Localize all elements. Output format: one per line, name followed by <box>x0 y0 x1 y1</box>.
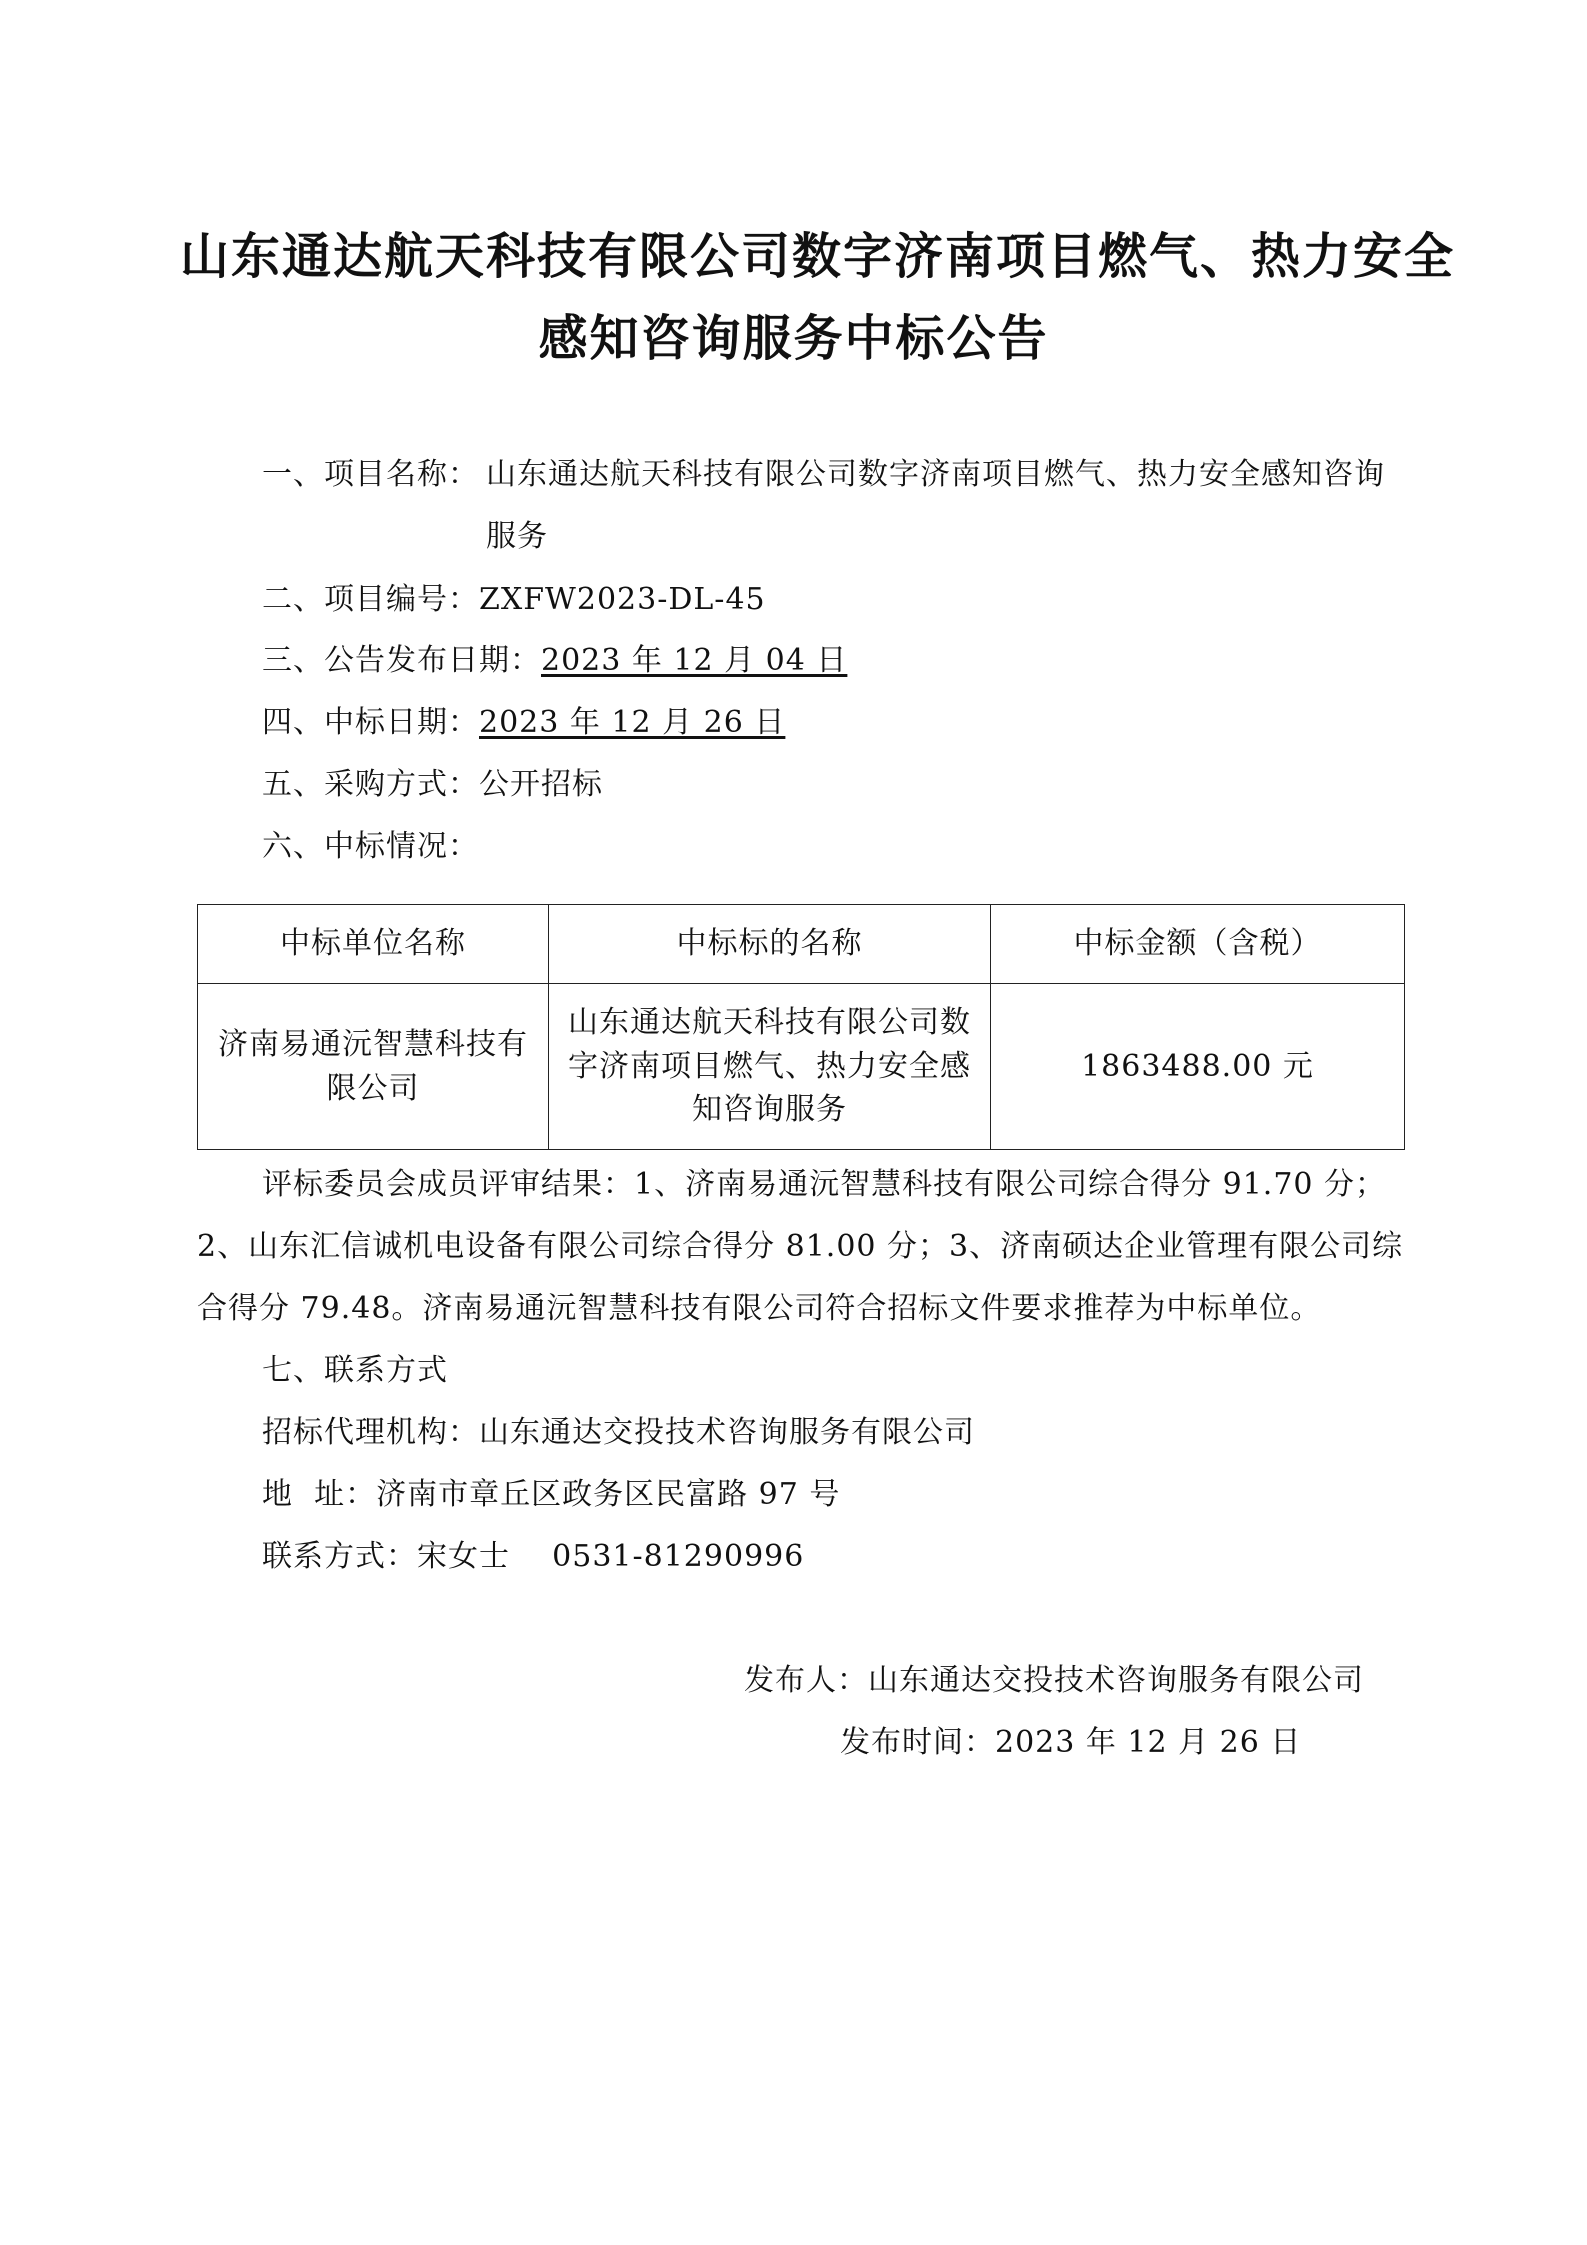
procurement-method: 公开招标 <box>479 767 603 802</box>
publish-time: 发布时间：2023 年 12 月 26 日 <box>840 1725 1302 1760</box>
agency: 招标代理机构：山东通达交投技术咨询服务有限公司 <box>262 1415 975 1450</box>
award-table <box>197 904 1405 1150</box>
header-company: 中标单位名称 <box>198 905 549 984</box>
award-date-row <box>262 705 786 740</box>
procurement-method-row <box>262 767 603 802</box>
review-line-1: 评标委员会成员评审结果：1、济南易通沅智慧科技有限公司综合得分 91.70 分； <box>262 1167 1387 1202</box>
company-line-2: 限公司 <box>326 1070 420 1106</box>
contact-heading: 七、联系方式 <box>262 1353 448 1388</box>
award-table-header <box>198 905 1405 984</box>
award-status-label: 六、中标情况： <box>262 829 479 864</box>
header-subject: 中标标的名称 <box>549 905 991 984</box>
project-name-line-2: 服务 <box>486 519 548 554</box>
company-line-1: 济南易通沅智慧科技有 <box>218 1027 528 1062</box>
subject-line-1: 山东通达航天科技有限公司数 <box>568 1005 971 1041</box>
publish-date-row <box>262 643 848 678</box>
publish-date: 2023 年 12 月 04 日 <box>541 643 848 678</box>
header-amount: 中标金额（含税） <box>991 905 1405 984</box>
title-line-1: 山东通达航天科技有限公司数字济南项目燃气、热力安全 <box>180 228 1456 285</box>
review-line-2: 2、山东汇信诚机电设备有限公司综合得分 81.00 分；3、济南硕达企业管理有限公司综 <box>197 1229 1404 1264</box>
table-row <box>198 984 1405 1150</box>
procurement-method-label: 五、采购方式： <box>262 767 479 802</box>
cell-subject <box>549 984 991 1150</box>
project-number-row <box>262 582 766 617</box>
publish-date-label: 三、公告发布日期： <box>262 643 541 678</box>
project-number: ZXFW2023-DL-45 <box>479 582 766 617</box>
subject-line-3: 知咨询服务 <box>692 1092 847 1128</box>
project-number-label: 二、项目编号： <box>262 582 479 617</box>
address: 地 址：济南市章丘区政务区民富路 97 号 <box>262 1477 841 1512</box>
contact-phone: 联系方式：宋女士 0531-81290996 <box>262 1539 805 1574</box>
project-name-line-1: 山东通达航天科技有限公司数字济南项目燃气、热力安全感知咨询 <box>486 457 1385 492</box>
title-line-2: 感知咨询服务中标公告 <box>538 310 1049 367</box>
award-date-label: 四、中标日期： <box>262 705 479 740</box>
cell-amount: 1863488.00 元 <box>991 984 1405 1150</box>
award-date: 2023 年 12 月 26 日 <box>479 705 786 740</box>
review-line-3: 合得分 79.48。济南易通沅智慧科技有限公司符合招标文件要求推荐为中标单位。 <box>197 1291 1322 1326</box>
project-name-label: 一、项目名称： <box>262 457 479 492</box>
cell-company <box>198 984 549 1150</box>
subject-line-2: 字济南项目燃气、热力安全感 <box>568 1048 971 1084</box>
publisher: 发布人：山东通达交投技术咨询服务有限公司 <box>744 1663 1364 1698</box>
